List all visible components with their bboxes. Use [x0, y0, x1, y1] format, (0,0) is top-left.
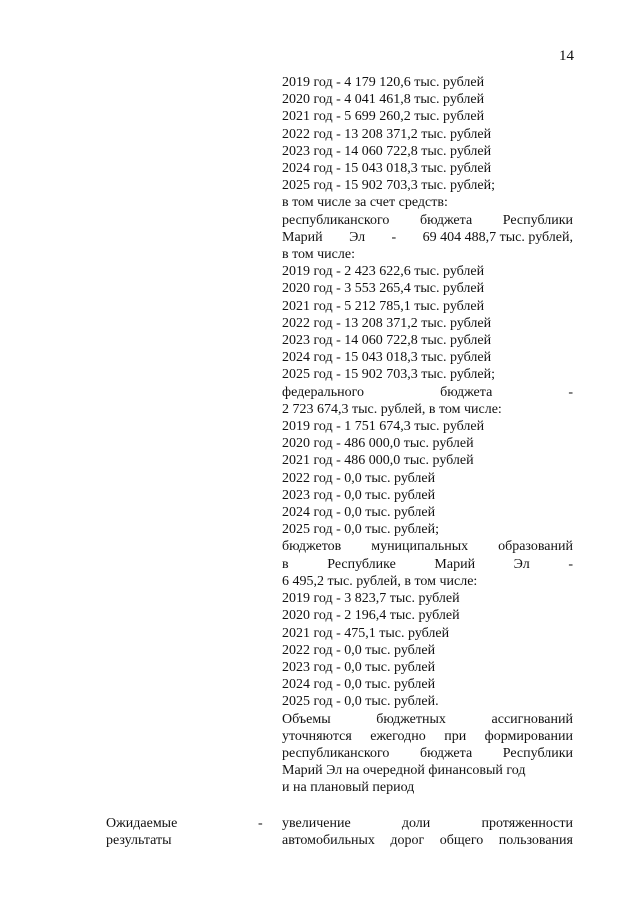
funding-line: в том числе:	[282, 247, 355, 263]
funding-line: 2025 год - 0,0 тыс. рублей;	[282, 522, 440, 538]
word: Марий	[434, 556, 476, 572]
word: автомобильных	[282, 833, 375, 849]
word: ассигнований	[491, 711, 573, 727]
note-line	[282, 745, 573, 762]
federal-budget-heading	[282, 384, 573, 401]
funding-line: 2019 год - 2 423 622,6 тыс. рублей	[282, 264, 485, 280]
word: Объемы	[282, 711, 331, 727]
funding-line: 2020 год - 486 000,0 тыс. рублей	[282, 436, 474, 452]
word: Республике	[327, 556, 396, 572]
funding-line: 2022 год - 13 208 371,2 тыс. рублей	[282, 315, 492, 331]
funding-line: 2025 год - 15 902 703,3 тыс. рублей;	[282, 367, 496, 383]
allocation-note	[282, 711, 573, 797]
funding-line: 2022 год - 0,0 тыс. рублей	[282, 642, 436, 658]
word: общего	[439, 833, 484, 849]
word: образований	[498, 539, 573, 555]
funding-line: 2019 год - 1 751 674,3 тыс. рублей	[282, 419, 485, 435]
funding-line: 2023 год - 0,0 тыс. рублей	[282, 659, 436, 675]
word: Эл	[513, 556, 530, 572]
word: бюджетов	[282, 539, 342, 555]
word: дорог	[390, 833, 425, 849]
funding-line: 2023 год - 14 060 722,8 тыс. рублей	[282, 333, 492, 349]
funding-line: 2021 год - 475,1 тыс. рублей	[282, 625, 450, 641]
results-line	[282, 832, 573, 849]
funding-line: 2023 год - 0,0 тыс. рублей	[282, 487, 436, 503]
word: Марий	[282, 229, 323, 245]
word: формировании	[484, 728, 573, 744]
republic-budget-heading	[282, 212, 573, 229]
word: Республики	[502, 212, 573, 228]
funding-subheading: в том числе за счет средств:	[282, 195, 448, 211]
funding-line: 2022 год - 0,0 тыс. рублей	[282, 470, 436, 486]
expected-results-label	[106, 815, 282, 849]
word: -	[568, 384, 573, 400]
funding-line: 2020 год - 4 041 461,8 тыс. рублей	[282, 92, 485, 108]
expected-results-section	[106, 815, 573, 849]
funding-line: 2021 год - 5 699 260,2 тыс. рублей	[282, 109, 485, 125]
word: -	[568, 556, 573, 572]
word: федерального	[282, 384, 365, 400]
funding-section	[282, 74, 573, 797]
expected-results-text	[282, 815, 573, 849]
funding-line: 2024 год - 0,0 тыс. рублей	[282, 505, 436, 521]
word: уточняются	[282, 728, 352, 744]
funding-line: 2019 год - 3 823,7 тыс. рублей	[282, 591, 460, 607]
word: доли	[401, 816, 431, 831]
funding-line: 2019 год - 4 179 120,6 тыс. рублей	[282, 75, 485, 90]
word: бюджета	[419, 212, 473, 228]
word: республиканского	[282, 745, 390, 761]
municipal-budget-heading-cont	[282, 556, 573, 573]
funding-line: 2024 год - 15 043 018,3 тыс. рублей	[282, 161, 492, 177]
page-number: 14	[559, 48, 574, 64]
word: протяженности	[481, 816, 573, 831]
word: пользования	[498, 833, 573, 849]
funding-line: 2024 год - 15 043 018,3 тыс. рублей	[282, 350, 492, 366]
funding-line: 2020 год - 3 553 265,4 тыс. рублей	[282, 281, 485, 297]
note-line: Марий Эл на очередной финансовый год	[282, 763, 526, 779]
word: в	[282, 556, 289, 572]
funding-line: 2021 год - 486 000,0 тыс. рублей	[282, 453, 474, 469]
amount: 69 404 488,7 тыс. рублей,	[422, 229, 573, 245]
word: увеличение	[282, 816, 351, 831]
word: муниципальных	[371, 539, 469, 555]
municipal-budget-total: 6 495,2 тыс. рублей, в том числе:	[282, 573, 478, 589]
funding-line: 2020 год - 2 196,4 тыс. рублей	[282, 608, 460, 624]
label-line: результаты	[106, 833, 172, 849]
funding-line: 2025 год - 0,0 тыс. рублей.	[282, 694, 439, 710]
federal-budget-total: 2 723 674,3 тыс. рублей, в том числе:	[282, 401, 502, 417]
word: бюджета	[440, 384, 493, 400]
results-line	[282, 815, 573, 832]
note-line	[282, 728, 573, 745]
word: ежегодно	[370, 728, 426, 744]
word: бюджета	[419, 745, 473, 761]
word: Эл	[349, 229, 366, 245]
label-dash: -	[258, 816, 263, 831]
municipal-budget-heading	[282, 538, 573, 555]
word: -	[391, 229, 397, 245]
expected-results-row	[106, 815, 573, 849]
label-line: Ожидаемые	[106, 816, 178, 831]
republic-budget-total	[282, 229, 573, 246]
word: бюджетных	[376, 711, 446, 727]
word: при	[444, 728, 467, 744]
word: Республики	[502, 745, 573, 761]
funding-line: 2022 год - 13 208 371,2 тыс. рублей	[282, 126, 492, 142]
funding-line: 2023 год - 14 060 722,8 тыс. рублей	[282, 143, 492, 159]
funding-line: 2024 год - 0,0 тыс. рублей	[282, 677, 436, 693]
note-line	[282, 711, 573, 728]
word: республиканского	[282, 212, 390, 228]
funding-line: 2021 год - 5 212 785,1 тыс. рублей	[282, 298, 485, 314]
funding-line: 2025 год - 15 902 703,3 тыс. рублей;	[282, 178, 496, 194]
note-line: и на плановый период	[282, 780, 415, 796]
